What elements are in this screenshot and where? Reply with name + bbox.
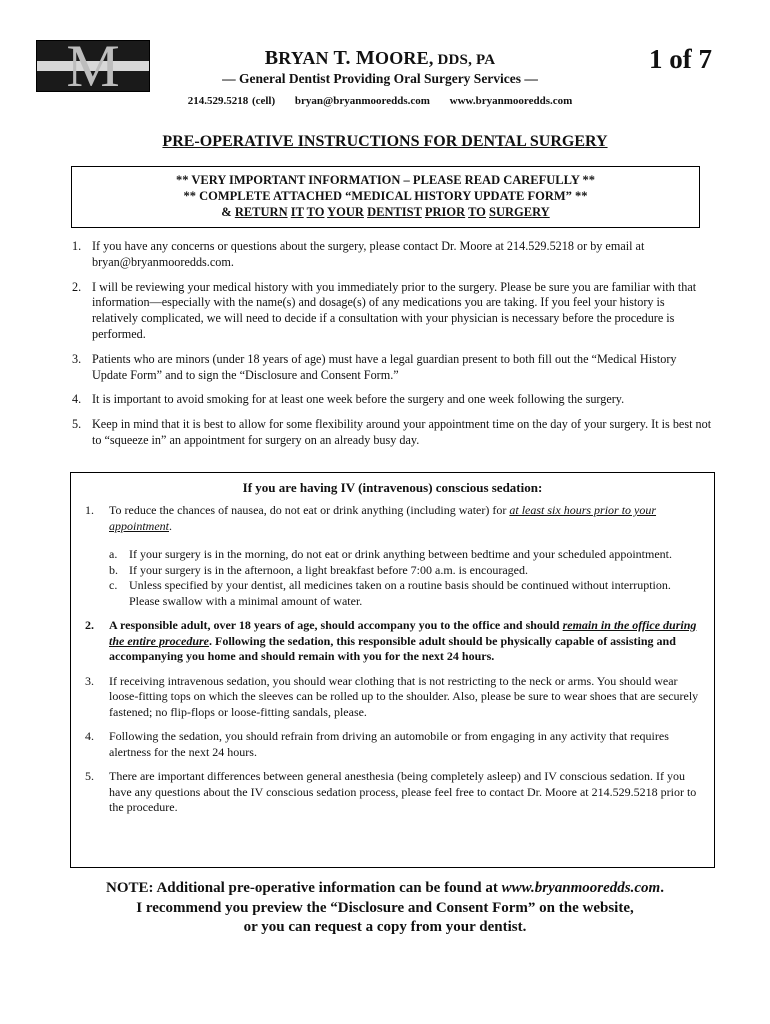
iv-sedation-box xyxy=(70,472,715,868)
list-item xyxy=(72,392,712,408)
item-text xyxy=(109,618,704,665)
item-text: Following the sedation, you should refrain from driving an automobile or from engaging in any activity that requires alertness for the next 24 hours. xyxy=(109,729,669,759)
sub-item-letter: b. xyxy=(109,562,118,577)
sub-item-text: If your surgery is in the morning, do not eat or drink anything between bedtime and your scheduled appointment. xyxy=(129,547,672,561)
item-number: 1. xyxy=(72,239,82,253)
name-prefix: B xyxy=(264,47,279,69)
notice-word: TO xyxy=(468,205,486,219)
iv-sedation-list xyxy=(85,503,704,825)
item-number: 4. xyxy=(72,392,82,407)
item-number: 4. xyxy=(85,729,94,743)
practice-subtitle: — General Dentist Providing Oral Surgery Services — xyxy=(222,71,538,86)
list-item xyxy=(85,618,704,665)
item-number: 5. xyxy=(72,417,82,432)
name-suffix: DDS, PA xyxy=(433,52,496,68)
note-line-1-prefix: NOTE: Additional pre-operative information can be found at xyxy=(106,880,502,896)
item-text-main: A responsible adult, over 18 years of age, should accompany you to the office and should xyxy=(109,618,563,632)
notice-word: TO xyxy=(306,205,325,219)
sub-list-item xyxy=(109,547,704,563)
note-line-1-end: . xyxy=(660,880,664,896)
list-item xyxy=(72,239,712,271)
document-title xyxy=(0,133,770,151)
item-text-main: To reduce the chances of nausea, do not eat or drink anything (including water) for xyxy=(109,503,510,517)
practice-name xyxy=(200,47,560,70)
item-text: Patients who are minors (under 18 years of age) must have a legal guardian present to both fill out the “Medical History Update Form” and to sign the “Disclosure and Consent Form.” xyxy=(92,351,677,382)
item-text-end: . xyxy=(169,518,172,533)
item-body xyxy=(109,503,704,609)
page-number: 1 of 7 xyxy=(649,44,712,74)
item-text: If receiving intravenous sedation, you should wear clothing that is not restricting to the neck or arms. You should wear loose-fitting tops on which the sleeves can be rolled up to the shoulder. Also, please be sure to wear shoes that are securely fastened; no flip-flops or loose-fitting sandals, please. xyxy=(109,673,699,719)
notice-word: YOUR xyxy=(327,205,364,219)
item-text-end: . Following the sedation, this responsible adult should be physically capable of assisting and accompanying you home and should remain with you for the next 24 hours. xyxy=(109,633,676,663)
sub-item-letter: c. xyxy=(109,578,118,592)
note-line-1 xyxy=(0,879,770,899)
sub-list xyxy=(109,547,704,609)
notice-line-2: ** COMPLETE ATTACHED “MEDICAL HISTORY UPDATE FORM” ** xyxy=(183,189,588,203)
phone-number: 214.529.5218 (cell) xyxy=(187,95,276,107)
list-item xyxy=(72,417,712,449)
item-number: 2. xyxy=(85,618,94,632)
email-address[interactable]: bryan@bryanmooredds.com xyxy=(294,95,430,107)
list-item xyxy=(85,503,704,609)
sub-item-text: If your surgery is in the afternoon, a light breakfast before 7:00 a.m. is encouraged. xyxy=(129,562,528,577)
sub-list-item xyxy=(109,578,704,609)
list-item xyxy=(72,352,712,384)
notice-word: IT xyxy=(290,205,304,219)
sub-item-letter: a. xyxy=(109,547,118,561)
notice-word: PRIOR xyxy=(424,205,466,219)
notice-line-1: ** VERY IMPORTANT INFORMATION – PLEASE READ CAREFULLY ** xyxy=(175,173,596,187)
notice-line-3-prefix: & xyxy=(221,205,235,219)
general-instructions-list xyxy=(72,239,712,458)
list-item xyxy=(85,769,704,816)
item-number: 3. xyxy=(72,351,82,366)
item-number: 2. xyxy=(72,279,82,294)
item-number: 1. xyxy=(85,503,94,517)
website-link[interactable]: www.bryanmooredds.com xyxy=(449,95,573,107)
item-number: 3. xyxy=(85,673,94,688)
name-mid: RYAN xyxy=(278,48,334,68)
iv-sedation-heading: If you are having IV (intravenous) conscious sedation: xyxy=(242,480,543,495)
note-line-2: I recommend you preview the “Disclosure and Consent Form” on the website, xyxy=(136,899,634,916)
item-text: I will be reviewing your medical history with you immediately prior to the surgery. Please be sure you are familiar with that information—especially with the name(s) and dosage(s) of any medications you are taking. If you feel your history is relatively complicated, we will need to decide if a consultation with your physician is necessary before the procedure is performed. xyxy=(92,279,697,341)
sub-list-item xyxy=(109,563,704,579)
list-item xyxy=(85,729,704,760)
contact-line xyxy=(140,95,620,107)
notice-word: SURGERY xyxy=(489,205,550,219)
item-emphasis: remain in the office during the entire procedure xyxy=(109,618,697,648)
practice-logo xyxy=(36,40,150,92)
item-emphasis: at least six hours prior to your appointment xyxy=(109,503,657,533)
closing-note xyxy=(0,879,770,938)
title-text: PRE-OPERATIVE INSTRUCTIONS FOR DENTAL SURGERY xyxy=(162,133,608,150)
important-notice-box xyxy=(71,166,700,228)
notice-word: RETURN xyxy=(234,205,288,219)
list-item xyxy=(72,280,712,343)
name-rest: OORE, xyxy=(375,48,434,68)
name-initial: T. M xyxy=(333,47,376,69)
notice-word: DENTIST xyxy=(367,205,422,219)
item-text: There are important differences between general anesthesia (being completely asleep) and IV conscious sedation. If you have any questions about the IV conscious sedation process, please feel free to contact Dr. Moore at 214.529.5218 prior to the procedure. xyxy=(109,769,697,814)
notice-line-3 xyxy=(72,204,699,220)
item-text xyxy=(109,503,704,534)
logo-letter: M xyxy=(66,40,120,92)
note-line-3: or you can request a copy from your dentist. xyxy=(243,919,527,935)
item-text: If you have any concerns or questions about the surgery, please contact Dr. Moore at 214.529.5218 or by email at bryan@bryanmooredds.com. xyxy=(92,239,645,269)
sub-item-text: Unless specified by your dentist, all medicines taken on a routine basis should be continued without interruption. Please swallow with a minimal amount of water. xyxy=(129,578,671,608)
item-text: Keep in mind that it is best to allow for some flexibility around your appointment time on the day of your surgery. It is best not to “squeeze in” an appointment for surgery on an already busy day. xyxy=(92,417,712,447)
note-website-link[interactable]: www.bryanmooredds.com xyxy=(501,880,661,896)
item-number: 5. xyxy=(85,769,94,783)
list-item xyxy=(85,674,704,721)
item-text: It is important to avoid smoking for at least one week before the surgery and one week following the surgery. xyxy=(92,392,625,407)
